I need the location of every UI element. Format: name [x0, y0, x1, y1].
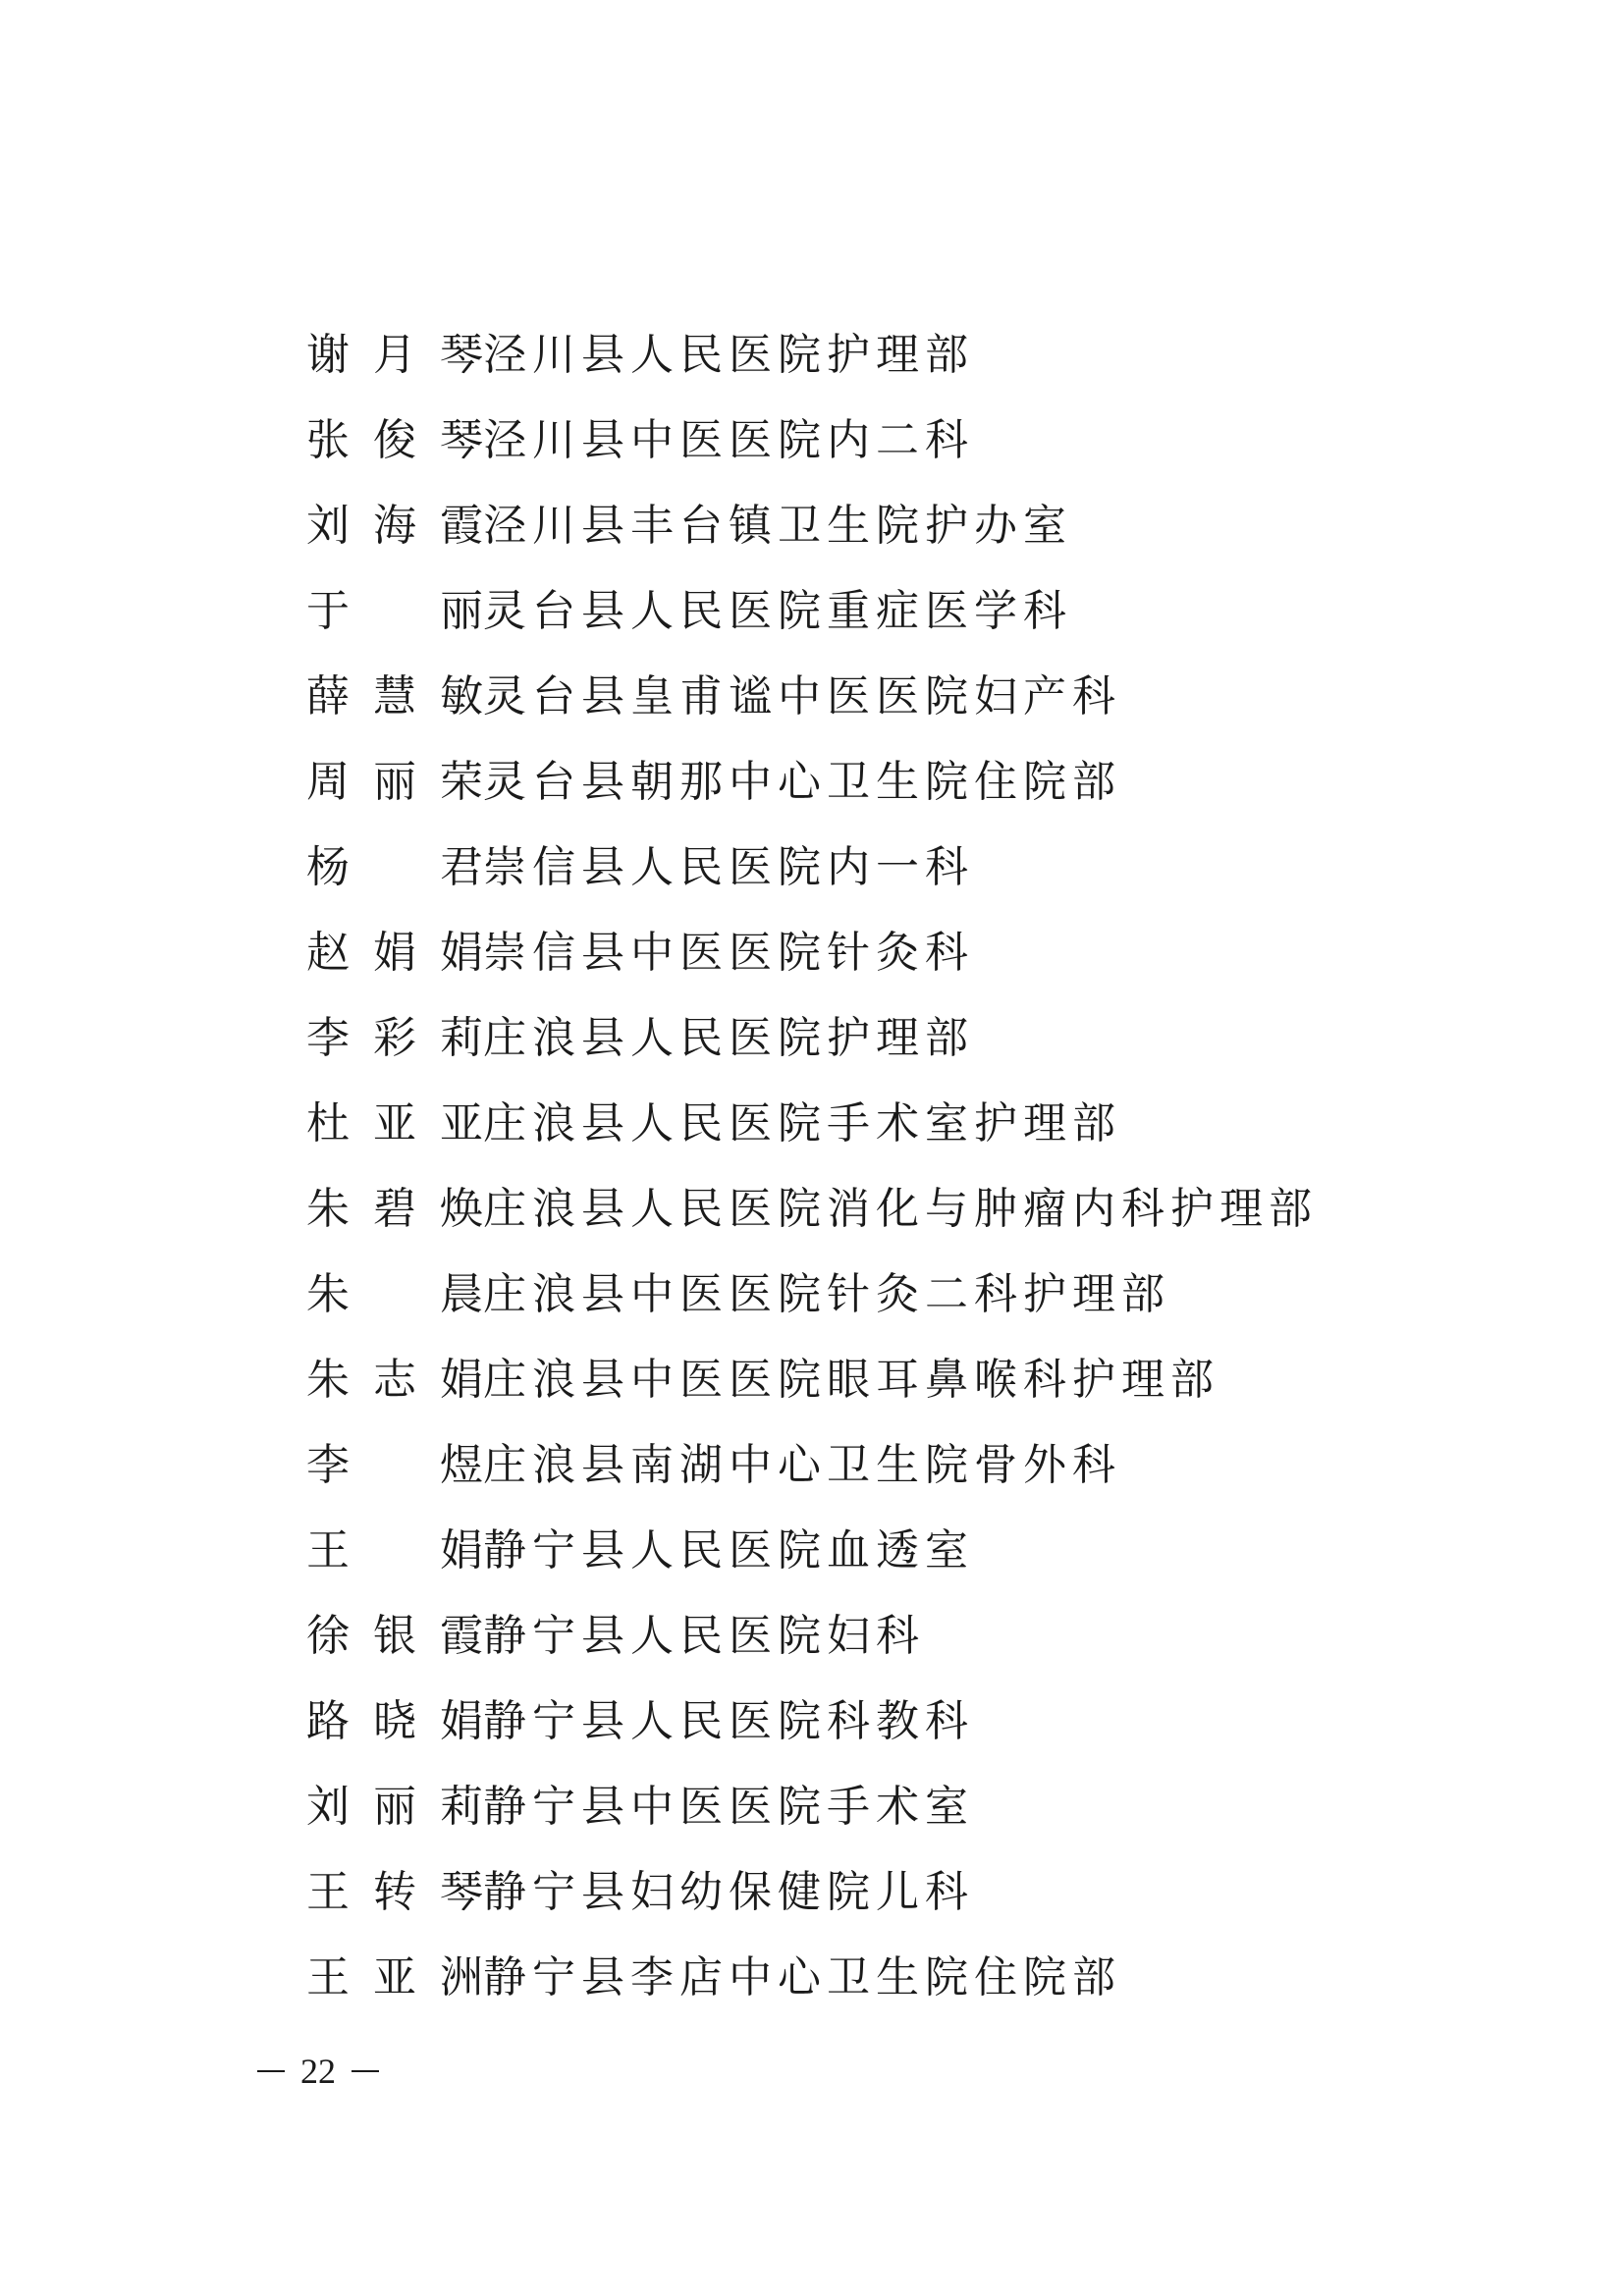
affiliation: 泾川县人民医院护理部: [483, 330, 974, 380]
list-item: [306, 1337, 1318, 1422]
person-name: 杨 君: [306, 842, 483, 892]
page-number: 22: [300, 2052, 336, 2091]
person-name: 于 丽: [306, 586, 483, 636]
list-item: [306, 1508, 1318, 1593]
person-name: 薛慧敏: [306, 671, 483, 721]
list-item: [306, 1849, 1318, 1935]
affiliation: 庄浪县人民医院护理部: [483, 1013, 974, 1063]
list-item: [306, 825, 1318, 910]
affiliation: 灵台县皇甫谧中医医院妇产科: [483, 671, 1121, 721]
affiliation: 庄浪县人民医院消化与肿瘤内科护理部: [483, 1184, 1318, 1234]
footer-dash-left: [257, 2070, 285, 2072]
person-name: 张俊琴: [306, 415, 483, 465]
person-name: 李 煜: [306, 1440, 483, 1490]
list-item: [306, 1935, 1318, 2020]
list-item: [306, 654, 1318, 739]
list-item: [306, 1081, 1318, 1166]
list-item: [306, 1679, 1318, 1764]
page-footer: [257, 2052, 379, 2091]
person-name: 谢月琴: [306, 330, 483, 380]
affiliation: 庄浪县人民医院手术室护理部: [483, 1098, 1121, 1148]
person-name: 徐银霞: [306, 1611, 483, 1661]
person-name: 刘丽莉: [306, 1782, 483, 1832]
affiliation: 庄浪县中医医院针灸二科护理部: [483, 1269, 1170, 1319]
list-item: [306, 910, 1318, 995]
person-name: 杜亚亚: [306, 1098, 483, 1148]
person-name: 朱 晨: [306, 1269, 483, 1319]
person-name: 刘海霞: [306, 501, 483, 551]
person-name: 王转琴: [306, 1867, 483, 1917]
list-item: [306, 995, 1318, 1081]
affiliation: 灵台县人民医院重症医学科: [483, 586, 1072, 636]
affiliation: 灵台县朝那中心卫生院住院部: [483, 757, 1121, 807]
list-item: [306, 483, 1318, 568]
person-name: 王 娟: [306, 1525, 483, 1575]
affiliation: 崇信县中医医院针灸科: [483, 928, 974, 978]
person-name: 路晓娟: [306, 1696, 483, 1746]
affiliation: 静宁县中医医院手术室: [483, 1782, 974, 1832]
person-name: 王亚洲: [306, 1952, 483, 2002]
list-item: [306, 1252, 1318, 1337]
affiliation: 庄浪县南湖中心卫生院骨外科: [483, 1440, 1121, 1490]
list-item: [306, 312, 1318, 398]
affiliation: 庄浪县中医医院眼耳鼻喉科护理部: [483, 1355, 1219, 1405]
footer-dash-right: [352, 2070, 379, 2072]
list-item: [306, 1422, 1318, 1508]
affiliation: 静宁县人民医院血透室: [483, 1525, 974, 1575]
list-item: [306, 1764, 1318, 1849]
honoree-list: [306, 312, 1318, 2020]
affiliation: 泾川县中医医院内二科: [483, 415, 974, 465]
affiliation: 静宁县人民医院科教科: [483, 1696, 974, 1746]
list-item: [306, 568, 1318, 654]
affiliation: 静宁县妇幼保健院儿科: [483, 1867, 974, 1917]
affiliation: 崇信县人民医院内一科: [483, 842, 974, 892]
person-name: 朱碧焕: [306, 1184, 483, 1234]
list-item: [306, 739, 1318, 825]
list-item: [306, 1593, 1318, 1679]
person-name: 赵娟娟: [306, 928, 483, 978]
list-item: [306, 398, 1318, 483]
affiliation: 静宁县人民医院妇科: [483, 1611, 925, 1661]
person-name: 李彩莉: [306, 1013, 483, 1063]
person-name: 朱志娟: [306, 1355, 483, 1405]
affiliation: 静宁县李店中心卫生院住院部: [483, 1952, 1121, 2002]
affiliation: 泾川县丰台镇卫生院护办室: [483, 501, 1072, 551]
list-item: [306, 1166, 1318, 1252]
person-name: 周丽荣: [306, 757, 483, 807]
